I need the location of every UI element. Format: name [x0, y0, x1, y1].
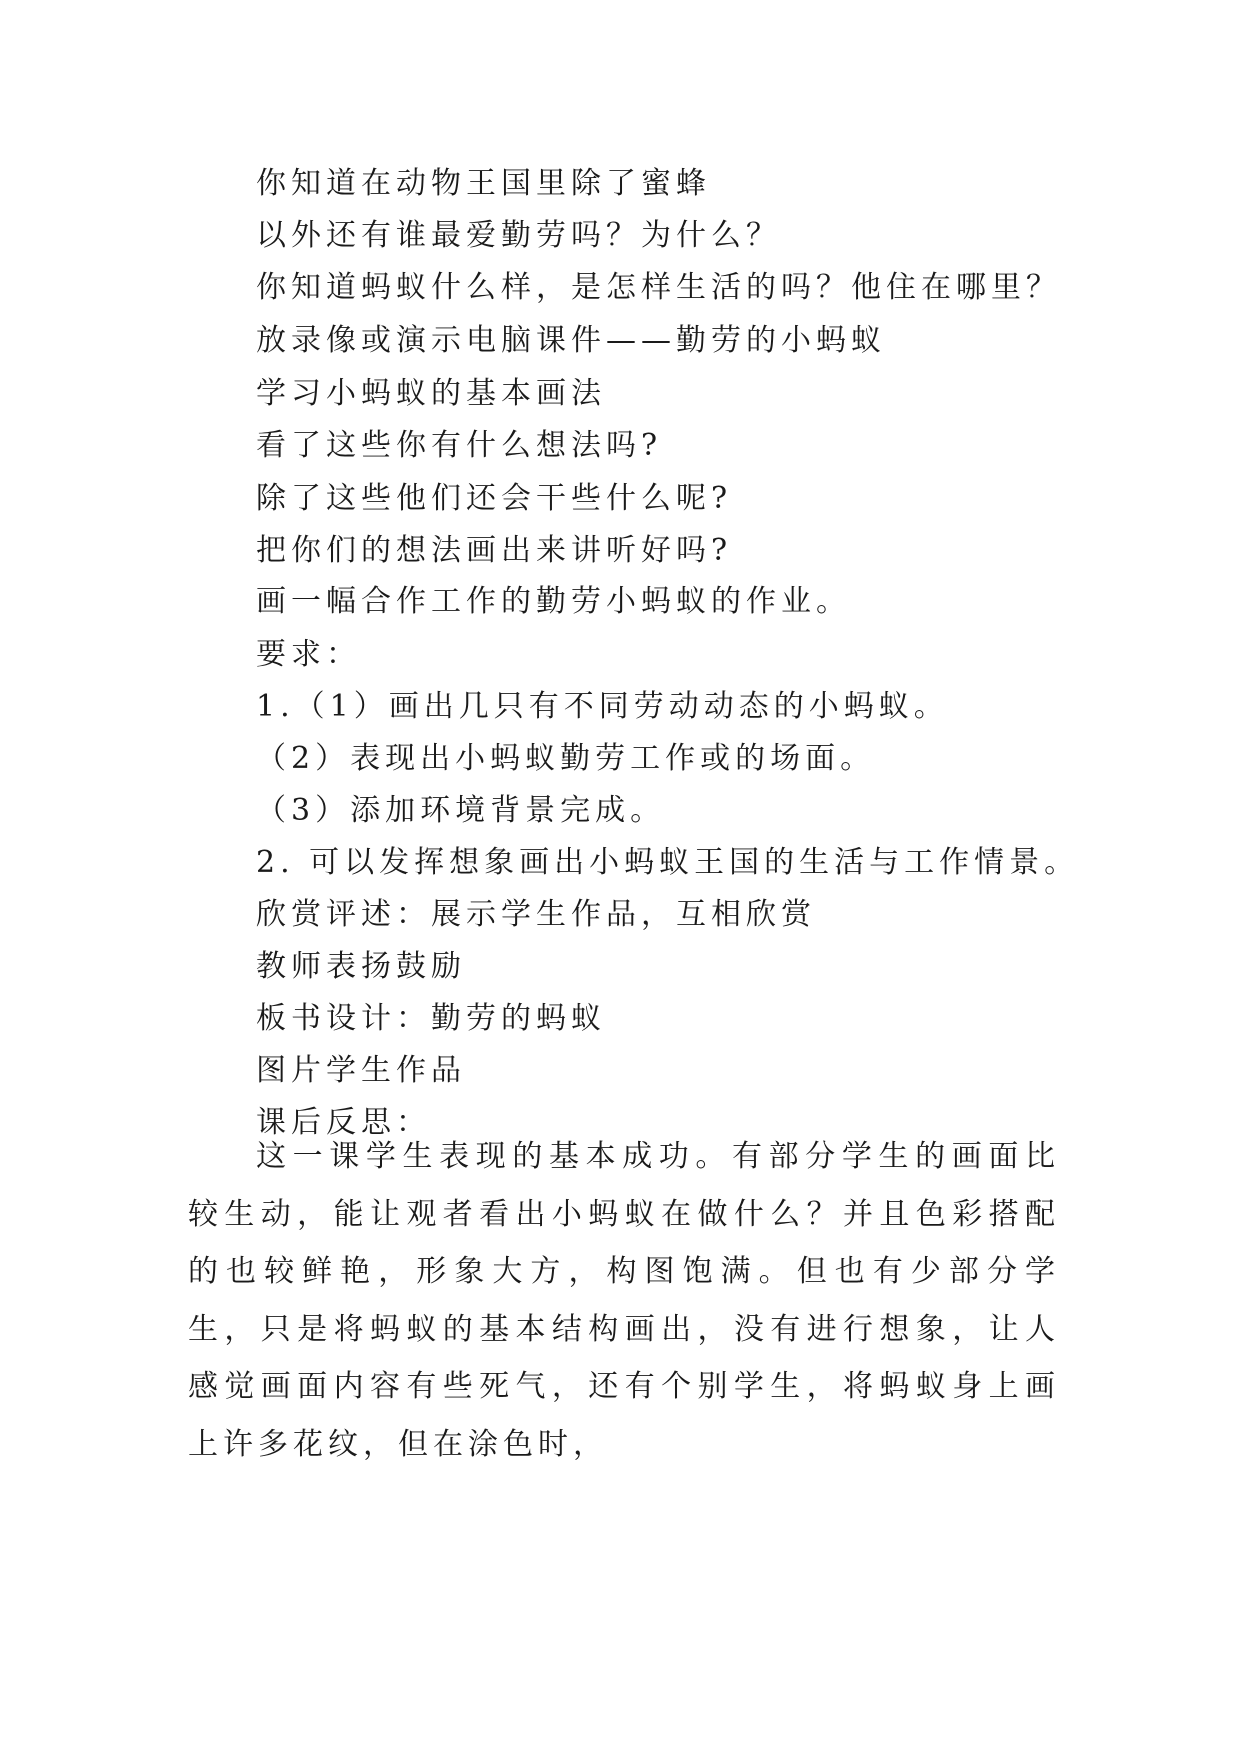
text-line: 你知道蚂蚁什么样，是怎样生活的吗？他住在哪里？	[256, 270, 1061, 305]
text-line: 你知道在动物王国里除了蜜蜂	[256, 166, 711, 201]
reflection-paragraph: 这一课学生表现的基本成功。有部分学生的画面比较生动，能让观者看出小蚂蚁在做什么？并且色彩搭配的也较鲜艳，形象大方，构图饱满。但也有少部分学生，只是将蚂蚁的基本结构画出，没有进行想象，让人感觉画面内容有些死气，还有个别学生，将蚂蚁身上画上许多花纹，但在涂色时，	[188, 1139, 1060, 1462]
text-line: 2. 可以发挥想象画出小蚂蚁王国的生活与工作情景。	[256, 845, 1080, 880]
text-line: 欣赏评述：展示学生作品，互相欣赏	[256, 897, 816, 932]
text-line: 画一幅合作工作的勤劳小蚂蚁的作业。	[256, 584, 851, 619]
text-line: 1.（1）画出几只有不同劳动动态的小蚂蚁。	[256, 689, 949, 724]
text-line: 以外还有谁最爱勤劳吗？为什么？	[256, 218, 781, 253]
text-line: 要求：	[256, 637, 361, 672]
text-line: 图片学生作品	[256, 1053, 466, 1088]
text-line: 学习小蚂蚁的基本画法	[256, 376, 606, 411]
text-line: 看了这些你有什么想法吗?	[256, 428, 663, 463]
text-line: 板书设计：勤劳的蚂蚁	[256, 1001, 606, 1036]
text-line: 把你们的想法画出来讲听好吗?	[256, 533, 733, 568]
text-line: 课后反思：	[256, 1105, 431, 1140]
text-line: 放录像或演示电脑课件——勤劳的小蚂蚁	[256, 323, 886, 358]
text-line: 除了这些他们还会干些什么呢?	[256, 481, 733, 516]
text-line: （3）添加环境背景完成。	[256, 793, 666, 828]
text-line: 教师表扬鼓励	[256, 949, 466, 984]
text-line: （2）表现出小蚂蚁勤劳工作或的场面。	[256, 741, 876, 776]
